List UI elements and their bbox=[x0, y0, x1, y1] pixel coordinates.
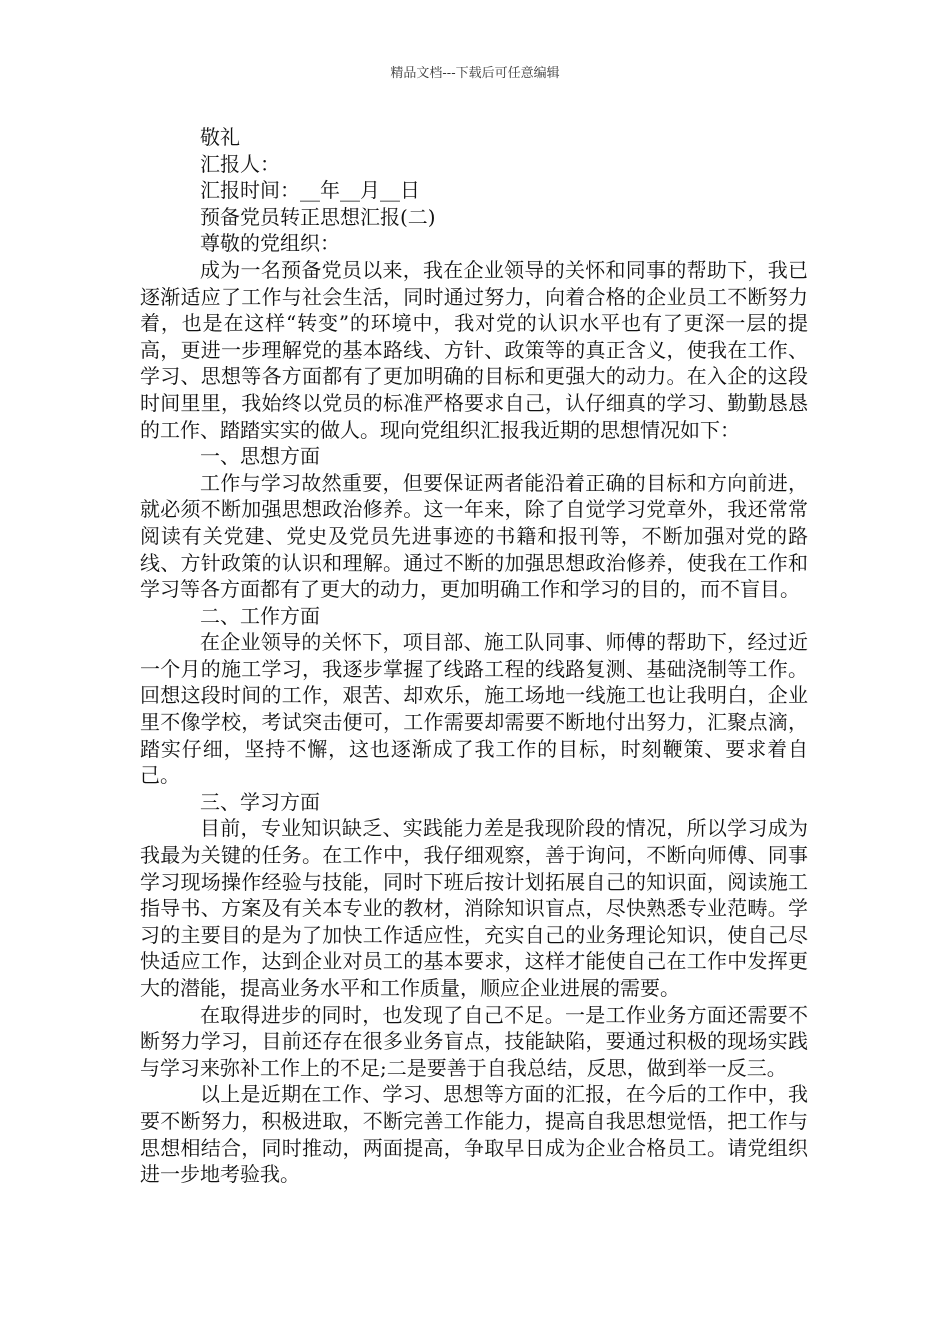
section-paragraph-thought: 工作与学习故然重要，但要保证两者能沿着正确的目标和方向前进，就必须不断加强思想政治修养。这一年来，除了自觉学习党章外，我还常常阅读有关党建、党史及党员先进事迹的书籍和报刊等，不断加强对党的路线、方针政策的认识和理解。通过不断的加强思想政治修养，使我在工作和学习等各方面都有了更大的动力，更加明确工作和学习的目的，而不盲目。 bbox=[140, 470, 808, 602]
section-heading-thought: 一、思想方面 bbox=[200, 444, 320, 469]
section-paragraph-shortcomings: 在取得进步的同时，也发现了自己不足。一是工作业务方面还需要不断努力学习，目前还存在很多业务盲点，技能缺陷，要通过积极的现场实践与学习来弥补工作上的不足;二是要善于自我总结，反思，做到举一反三。 bbox=[140, 1002, 808, 1080]
report-time-line: 汇报时间：__年__月__日 bbox=[200, 178, 420, 203]
document-title: 预备党员转正思想汇报(二) bbox=[200, 204, 436, 229]
section-paragraph-work: 在企业领导的关怀下，项目部、施工队同事、师傅的帮助下，经过近一个月的施工学习，我逐步掌握了线路工程的线路复测、基础浇制等工作。回想这段时间的工作，艰苦、却欢乐，施工场地一线施工也让我明白，企业里不像学校，考试突击便可，工作需要却需要不断地付出努力，汇聚点滴，踏实仔细，坚持不懈，这也逐渐成了我工作的目标，时刻鞭策、要求着自己。 bbox=[140, 630, 808, 788]
salutation: 尊敬的党组织： bbox=[200, 231, 340, 256]
section-heading-work: 二、工作方面 bbox=[200, 603, 320, 628]
section-paragraph-study: 目前，专业知识缺乏、实践能力差是我现阶段的情况，所以学习成为我最为关键的任务。在工作中，我仔细观察，善于询问，不断向师傅、同事学习现场操作经验与技能，同时下班后按计划拓展自己的知识面，阅读施工指导书、方案及有关本专业的教材，消除知识盲点，尽快熟悉专业范畴。学习的主要目的是为了加快工作适应性，充实自己的业务理论知识，使自己尽快适应工作，达到企业对员工的基本要求，这样才能使自己在工作中发挥更大的潜能，提高业务水平和工作质量，顺应企业进展的需要。 bbox=[140, 816, 808, 1000]
reporter-line: 汇报人： bbox=[200, 151, 280, 176]
closing-line: 敬礼 bbox=[200, 125, 240, 149]
section-paragraph-conclusion: 以上是近期在工作、学习、思想等方面的汇报，在今后的工作中，我要不断努力，积极进取，不断完善工作能力，提高自我思想觉悟，把工作与思想相结合，同时推动，两面提高，争取早日成为企业合格员工。请党组织进一步地考验我。 bbox=[140, 1082, 808, 1187]
document-body bbox=[140, 124, 808, 1188]
page-header: 精品文档---下载后可任意编辑 bbox=[390, 66, 560, 81]
section-heading-study: 三、学习方面 bbox=[200, 789, 320, 814]
intro-paragraph: 成为一名预备党员以来，我在企业领导的关怀和同事的帮助下，我已逐渐适应了工作与社会生活，同时通过努力，向着合格的企业员工不断努力着，也是在这样“转变”的环境中，我对党的认识水平也有了更深一层的提高，更进一步理解党的基本路线、方针、政策等的真正含义，使我在工作、学习、思想等各方面都有了更加明确的目标和更强大的动力。在入企的这段时间里里，我始终以党员的标准严格要求自己，认仔细真的学习、勤勤恳恳的工作、踏踏实实的做人。现向党组织汇报我近期的思想情况如下： bbox=[140, 257, 808, 442]
